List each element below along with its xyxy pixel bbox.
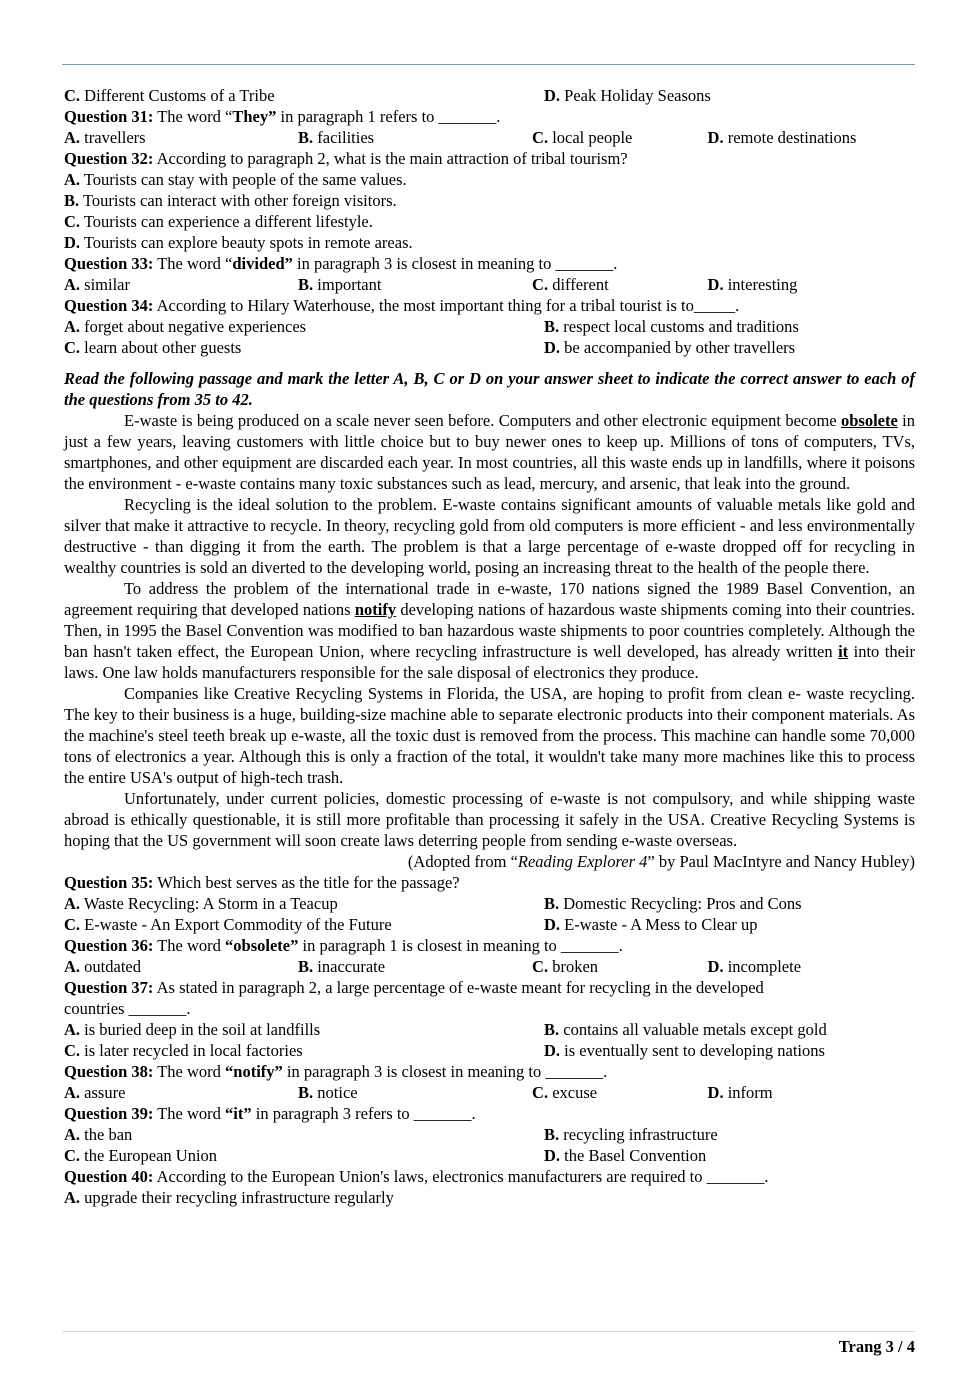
option-b: B. Tourists can interact with other foreign visitors.: [64, 191, 397, 210]
option-b: B. inaccurate: [298, 957, 386, 976]
passage-paragraph-2: Recycling is the ideal solution to the problem. E-waste contains significant amounts of valuable metals like gold and silver that make it attractive to recycle. In theory, recycling gold from old computers is more efficient - and less environmentally destructive - than digging it from the earth. The problem is that a large percentage of e-waste dropped off for recycling in wealthy countries is sold an diverted to the developing world, posing an increasing threat to the health of the people there.: [64, 495, 915, 577]
passage-paragraph-4: Companies like Creative Recycling Systems in Florida, the USA, are hoping to profit from clean e- waste recycling. The key to their business is a huge, building-size machine able to separate electronic products into their component materials. As the machine's steel teeth break up e-waste, all the toxic dust is removed from the process. This machine can handle some 70,000 tons of electronics a year. Although this is only a fraction of the total, it wouldn't take many more machines like this to process the entire USA's output of high-tech trash.: [64, 684, 915, 787]
option-b: B. Domestic Recycling: Pros and Cons: [544, 894, 802, 913]
question-36-options: [64, 956, 915, 977]
option-d: D. the Basel Convention: [544, 1146, 707, 1165]
question-37-options-ab: [64, 1019, 915, 1040]
option-a: A. the ban: [64, 1125, 133, 1144]
question-38-options: [64, 1082, 915, 1103]
passage-paragraph-1: E-waste is being produced on a scale never seen before. Computers and other electronic equipment become obsolete in just a few years, leaving customers with little choice but to buy newer ones to keep up. Millions of tons of computers, TVs, smartphones, and other equipment are discarded each year. In most countries, all this waste ends up in landfills, where it poisons the environment - e-waste contains many toxic substances such as lead, mercury, and arsenic, that leak into the ground.: [64, 411, 915, 493]
question-30-options-cd: [64, 85, 915, 106]
option-d: D. incomplete: [707, 957, 802, 976]
option-d: D. interesting: [707, 275, 798, 294]
option-c: C. E-waste - An Export Commodity of the Future: [64, 915, 392, 934]
header-rule: [62, 64, 915, 65]
option-b: B. important: [298, 275, 382, 294]
option-d: D. inform: [707, 1083, 773, 1102]
passage-paragraph-3: To address the problem of the international trade in e-waste, 170 nations signed the 1989 Basel Convention, an agreement requiring that developed nations notify developing nations of hazardous waste shipments coming into their countries. Then, in 1995 the Basel Convention was modified to ban hazardous waste shipments to poor countries completely. Although the ban hasn't taken effect, the European Union, where recycling infrastructure is well developed, has already written it into their laws. One law holds manufacturers responsible for the sale disposal of electronics they produce.: [64, 579, 916, 682]
option-d: D. E-waste - A Mess to Clear up: [544, 915, 758, 934]
passage-source: (Adopted from “Reading Explorer 4” by Paul MacIntyre and Nancy Hubley): [407, 852, 915, 871]
footer-rule: [62, 1331, 915, 1332]
question-39-options-ab: [64, 1124, 915, 1145]
question-33: Question 33: The word “divided” in paragraph 3 is closest in meaning to _______.: [64, 254, 618, 273]
option-b: B. contains all valuable metals except gold: [544, 1020, 827, 1039]
option-c: C. learn about other guests: [64, 338, 242, 357]
question-38: Question 38: The word “notify” in paragraph 3 is closest in meaning to _______.: [64, 1062, 608, 1081]
option-c: C. the European Union: [64, 1146, 218, 1165]
question-35-options-cd: [64, 914, 915, 935]
option-b: B. recycling infrastructure: [544, 1125, 718, 1144]
option-d: D. is eventually sent to developing nations: [544, 1041, 825, 1060]
option-b: B. respect local customs and traditions: [544, 317, 799, 336]
option-a: A. upgrade their recycling infrastructure regularly: [64, 1188, 394, 1207]
option-a: A. Tourists can stay with people of the same values.: [64, 170, 407, 189]
question-34-options-ab: [64, 316, 915, 337]
question-32: Question 32: According to paragraph 2, what is the main attraction of tribal tourism?: [64, 149, 628, 168]
option-c: C. excuse: [532, 1083, 598, 1102]
section-instruction: Read the following passage and mark the letter A, B, C or D on your answer sheet to indicate the correct answer to each of the questions from 35 to 42.: [64, 369, 915, 409]
option-d: D. be accompanied by other travellers: [544, 338, 796, 357]
option-c: C. local people: [532, 128, 633, 147]
option-b: B. notice: [298, 1083, 358, 1102]
question-40: Question 40: According to the European Union's laws, electronics manufacturers are required to _______.: [64, 1167, 769, 1186]
option-a: A. forget about negative experiences: [64, 317, 307, 336]
question-35-options-ab: [64, 893, 915, 914]
page-number: Trang 3 / 4: [838, 1337, 915, 1356]
question-35: Question 35: Which best serves as the title for the passage?: [64, 873, 460, 892]
option-d: D. Peak Holiday Seasons: [544, 86, 711, 105]
option-a: A. outdated: [64, 957, 141, 976]
question-39-options-cd: [64, 1145, 915, 1166]
option-c: C. Tourists can experience a different lifestyle.: [64, 212, 373, 231]
question-34-options-cd: [64, 337, 915, 358]
option-c: C. broken: [532, 957, 599, 976]
option-c: C. different: [532, 275, 609, 294]
option-a: A. similar: [64, 275, 130, 294]
option-d: D. remote destinations: [707, 128, 857, 147]
question-39: Question 39: The word “it” in paragraph 3 refers to _______.: [64, 1104, 476, 1123]
option-a: A. travellers: [64, 128, 146, 147]
question-37: Question 37: As stated in paragraph 2, a large percentage of e-waste meant for recycling in the developed: [64, 978, 764, 997]
option-c: C. is later recycled in local factories: [64, 1041, 303, 1060]
question-34: Question 34: According to Hilary Waterhouse, the most important thing for a tribal tourist is to_____.: [64, 296, 740, 315]
passage-paragraph-5: Unfortunately, under current policies, domestic processing of e-waste is not compulsory, and while shipping waste abroad is ethically questionable, it is still more profitable than processing it safely in the USA. Creative Recycling Systems is hoping that the US government will soon create laws deterring people from sending e-waste overseas.: [64, 789, 915, 850]
question-37-options-cd: [64, 1040, 915, 1061]
option-b: B. facilities: [298, 128, 375, 147]
question-31: Question 31: The word “They” in paragraph 1 refers to _______.: [64, 107, 501, 126]
question-36: Question 36: The word “obsolete” in paragraph 1 is closest in meaning to _______.: [64, 936, 623, 955]
option-a: A. is buried deep in the soil at landfills: [64, 1020, 321, 1039]
question-33-options: [64, 274, 915, 295]
option-a: A. Waste Recycling: A Storm in a Teacup: [64, 894, 338, 913]
option-a: A. assure: [64, 1083, 126, 1102]
option-d: D. Tourists can explore beauty spots in remote areas.: [64, 233, 413, 252]
exam-page-content: [64, 85, 915, 1208]
option-c: C. Different Customs of a Tribe: [64, 86, 275, 105]
question-37-continued: countries _______.: [64, 999, 191, 1018]
question-31-options: [64, 127, 915, 148]
